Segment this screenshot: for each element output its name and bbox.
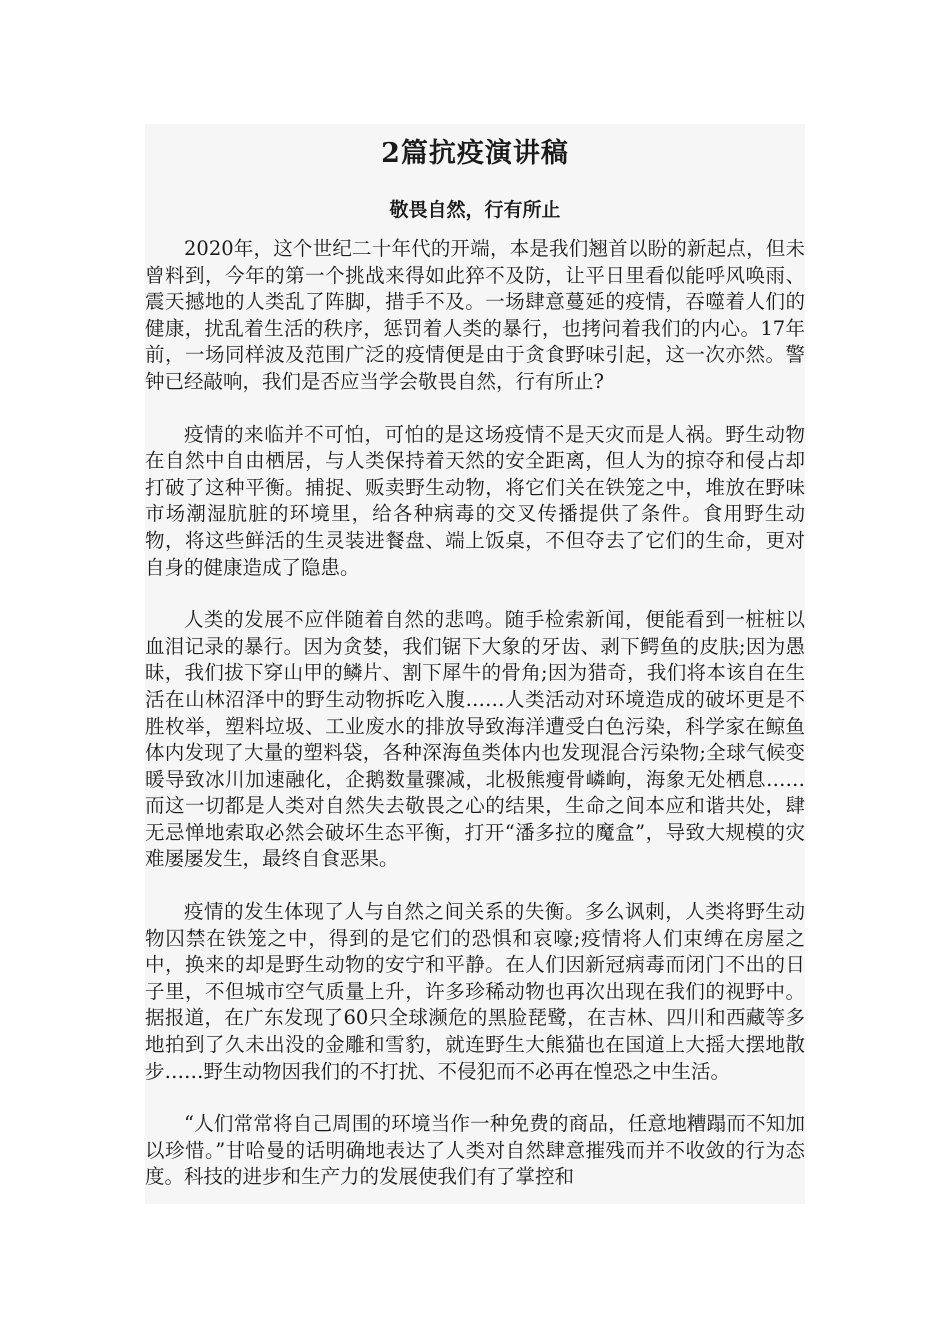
paragraph-3: 人类的发展不应伴随着自然的悲鸣。随手检索新闻，便能看到一桩桩以血泪记录的暴行。因为贪婪，我们锯下大象的牙齿、剥下鳄鱼的皮肤;因为愚昧，我们拔下穿山甲的鳞片、割下犀牛的骨角;因为猎奇，我们将本该自在生活在山林沼泽中的野生动物拆吃入腹……人类活动对环境造成的破坏更是不胜枚举，塑料垃圾、工业废水的排放导致海洋遭受白色污染，科学家在鲸鱼体内发现了大量的塑料袋，各种深海鱼类体内也发现混合污染物;全球气候变暖导致冰川加速融化，企鹅数量骤减，北极熊瘦骨嶙峋，海象无处栖息……而这一切都是人类对自然失去敬畏之心的结果，生命之间本应和谐共处，肆无忌惮地索取必然会破坏生态平衡，打开“潘多拉的魔盒”，导致大规模的灾难屡屡发生，最终自食恶果。: [145, 608, 805, 871]
paragraph-4: 疫情的发生体现了人与自然之间关系的失衡。多么讽刺，人类将野生动物囚禁在铁笼之中，得到的是它们的恐惧和哀嚎;疫情将人们束缚在房屋之中，换来的却是野生动物的安宁和平静。在人们因新冠病毒而闭门不出的日子里，不但城市空气质量上升，许多珍稀动物也再次出现在我们的视野中。据报道，在广东发现了60只全球濒危的黑脸琵鹭，在吉林、四川和西藏等多地拍到了久未出没的金雕和雪豹，就连野生大熊猫也在国道上大摇大摆地散步……野生动物因我们的不打扰、不侵犯而不必再在惶恐之中生活。: [145, 900, 805, 1083]
document-content: [145, 124, 805, 1191]
document-title: 2篇抗疫演讲稿: [381, 138, 569, 169]
paragraph-5: “人们常常将自己周围的环境当作一种免费的商品，任意地糟蹋而不知加以珍惜。”甘哈曼的话明确地表达了人类对自然肆意摧残而并不收敛的行为态度。科技的进步和生产力的发展使我们有了掌控和: [145, 1112, 805, 1189]
paragraph-1: 2020年，这个世纪二十年代的开端，本是我们翘首以盼的新起点，但未曾料到，今年的第一个挑战来得如此猝不及防，让平日里看似能呼风唤雨、震天撼地的人类乱了阵脚，措手不及。一场肆意蔓延的疫情，吞噬着人们的健康，扰乱着生活的秩序，惩罚着人类的暴行，也拷问着我们的内心。17年前，一场同样波及范围广泛的疫情便是由于贪食野味引起，这一次亦然。警钟已经敲响，我们是否应当学会敬畏自然，行有所止?: [145, 237, 805, 393]
paragraph-2: 疫情的来临并不可怕，可怕的是这场疫情不是天灾而是人祸。野生动物在自然中自由栖居，与人类保持着天然的安全距离，但人为的掠夺和侵占却打破了这种平衡。捕捉、贩卖野生动物，将它们关在铁笼之中，堆放在野味市场潮湿肮脏的环境里，给各种病毒的交叉传播提供了条件。食用野生动物，将这些鲜活的生灵装进餐盘、端上饭桌，不但夺去了它们的生命，更对自身的健康造成了隐患。: [145, 422, 805, 579]
speech-subtitle: 敬畏自然，行有所止: [389, 199, 561, 221]
